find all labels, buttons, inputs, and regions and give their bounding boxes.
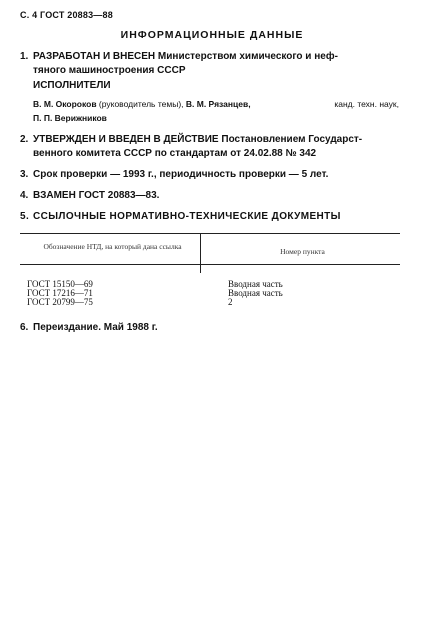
item-lead: РАЗРАБОТАН И ВНЕСЕН	[33, 51, 156, 62]
executor-name: В. М. Окороков	[33, 99, 97, 109]
item-lead: УТВЕРЖДЕН И ВВЕДЕН В ДЕЙСТВИЕ	[33, 134, 219, 145]
item-text-continued: тяного машиностроения СССР	[33, 65, 186, 76]
item-reissue	[20, 321, 400, 335]
item-number: 1.	[20, 51, 29, 62]
table-cell-document: ГОСТ 20799—75	[27, 297, 93, 307]
table-column-divider	[200, 233, 201, 273]
item-text: Срок проверки — 1993 г., периодичность проверки — 5 лет.	[33, 169, 329, 180]
item-text: ССЫЛОЧНЫЕ НОРМАТИВНО-ТЕХНИЧЕСКИЕ ДОКУМЕНТЫ	[33, 211, 341, 222]
item-number: 3.	[20, 169, 29, 180]
table-cell-point: 2	[228, 297, 233, 307]
table-cell-document: ГОСТ 15150—69	[27, 279, 93, 289]
executor-name: П. П. Верижников	[33, 113, 107, 123]
executor-degree: канд. техн. наук,	[334, 99, 399, 109]
executor-name: В. М. Рязанцев,	[185, 99, 251, 109]
executors-heading: ИСПОЛНИТЕЛИ	[33, 80, 111, 91]
executor-role: (руководитель темы),	[96, 99, 186, 109]
table-header-rule	[20, 264, 400, 265]
item-references	[20, 210, 400, 224]
item-replaces	[20, 189, 400, 203]
page-header: С. 4 ГОСТ 20883—88	[20, 10, 113, 20]
table-cell-document: ГОСТ 17216—71	[27, 288, 93, 298]
item-review-period	[20, 168, 400, 182]
section-title: ИНФОРМАЦИОННЫЕ ДАННЫЕ	[120, 29, 304, 41]
item-approved	[20, 133, 400, 161]
item-number: 4.	[20, 190, 29, 201]
item-developed	[20, 50, 400, 78]
item-text: Министерством химического и неф-	[155, 51, 338, 62]
item-text: Переиздание. Май 1988 г.	[33, 322, 158, 333]
table-header-point: Номер пункта	[280, 247, 325, 256]
executors-list	[33, 97, 399, 125]
item-number: 6.	[20, 322, 29, 333]
item-number: 5.	[20, 211, 30, 222]
item-text: Постановлением Государст-	[218, 134, 363, 145]
item-text: ВЗАМЕН ГОСТ 20883—83.	[33, 190, 160, 201]
table-top-rule	[20, 233, 400, 234]
table-cell-point: Вводная часть	[228, 288, 283, 298]
item-text-continued: венного комитета СССР по стандартам от 24.02.88 № 342	[33, 148, 317, 159]
table-header-document: Обозначение НТД, на который дана ссылка	[43, 242, 182, 251]
item-number: 2.	[20, 134, 29, 145]
table-cell-point: Вводная часть	[228, 279, 283, 289]
